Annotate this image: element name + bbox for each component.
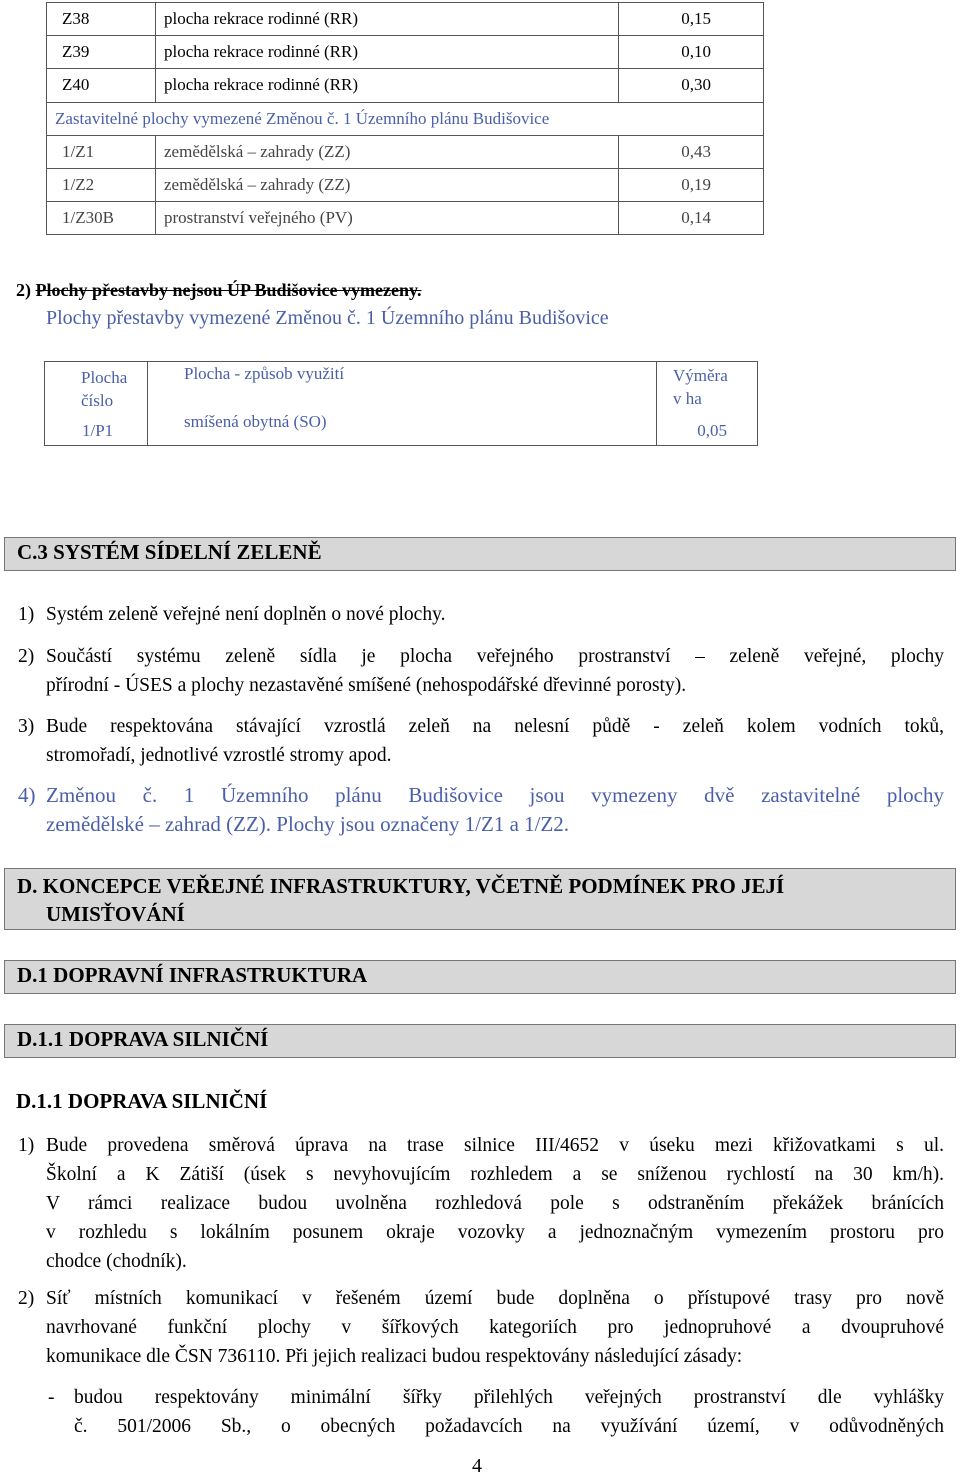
table-row: [47, 135, 764, 168]
section-heading-d1: D.1 DOPRAVNÍ INFRASTRUKTURA: [4, 960, 956, 994]
paragraph-line: stromořadí, jednotlivé vzrostlé stromy apod.: [46, 745, 392, 766]
zone-area: 0,15: [619, 3, 764, 36]
table-row: [45, 412, 758, 446]
paragraph-line: č. 501/2006 Sb., o obecných požadavcích na využívání území, v odůvodněných: [74, 1416, 944, 1437]
zone-area: 0,19: [619, 168, 764, 201]
zone-id: 1/Z30B: [47, 202, 156, 235]
zone-id: Z40: [47, 69, 156, 102]
zone-use: plocha rekrace rodinné (RR): [156, 36, 619, 69]
zone-id: 1/Z1: [47, 135, 156, 168]
paragraph-line: Změnou č. 1 Územního plánu Budišovice jsou vymezeny dvě zastavitelné plochy: [46, 783, 944, 807]
table-row: [47, 36, 764, 69]
zone-use: prostranství veřejného (PV): [156, 202, 619, 235]
header-plocha-cislo: [45, 362, 148, 412]
zone-area: 0,30: [619, 69, 764, 102]
bullet-dash: -: [48, 1387, 55, 1408]
paragraph-line: Systém zeleně veřejné není doplněn o nové plochy.: [46, 604, 446, 625]
table-row: [47, 168, 764, 201]
page-number: 4: [472, 1455, 482, 1477]
section-heading-c3: C.3 SYSTÉM SÍDELNÍ ZELENĚ: [4, 537, 956, 571]
paragraph-line: budou respektovány minimální šířky přilehlých veřejných prostranství dle vyhlášky: [74, 1387, 944, 1408]
paragraph-line: chodce (chodník).: [46, 1251, 187, 1272]
paragraph-line: Školní a K Zátiší (úsek s nevyhovujícím rozhledem a se sníženou rychlostí na 30 km/h).: [46, 1164, 944, 1185]
zone-use: zemědělská – zahrady (ZZ): [156, 135, 619, 168]
paragraph-line: Síť místních komunikací v řešeném území bude doplněna o přístupové trasy pro nově: [46, 1288, 944, 1309]
paragraph-line: navrhované funkční plochy v šířkových kategoriích pro jednopruhové a dvoupruhové: [46, 1317, 944, 1338]
item-number: 2): [18, 646, 35, 667]
section-heading-d: [4, 868, 956, 930]
header-text: Výměra: [673, 366, 728, 385]
paragraph-line: V rámci realizace budou uvolněna rozhledová pole s odstraněním překážek bránících: [46, 1193, 944, 1214]
zone-id: Z39: [47, 36, 156, 69]
table-row: [47, 202, 764, 235]
zone-id: 1/Z2: [47, 168, 156, 201]
item-number: 3): [18, 716, 35, 737]
item2-number: 2): [16, 280, 31, 300]
item2-new-text: Plochy přestavby vymezené Změnou č. 1 Územního plánu Budišovice: [46, 307, 609, 329]
zone-id: 1/P1: [45, 412, 148, 446]
conversion-table: [44, 361, 758, 446]
zone-use: plocha rekrace rodinné (RR): [156, 3, 619, 36]
item-number: 4): [18, 783, 36, 807]
header-text: v ha: [673, 389, 702, 408]
paragraph-line: v rozhledu s lokálním posunem okraje vozovky a jednoznačným vymezením prostoru pro: [46, 1222, 944, 1243]
section-heading-d11: D.1.1 DOPRAVA SILNIČNÍ: [4, 1024, 956, 1058]
item2-line: [16, 280, 422, 301]
zone-id: Z38: [47, 3, 156, 36]
item2-struck-text: Plochy přestavby nejsou ÚP Budišovice vymezeny.: [35, 280, 422, 300]
paragraph-line: přírodní - ÚSES a plochy nezastavěné smíšené (nehospodářské dřevinné porosty).: [46, 675, 687, 696]
heading-line: UMISŤOVÁNÍ: [46, 902, 185, 926]
paragraph-line: Součástí systému zeleně sídla je plocha veřejného prostranství – zeleně veřejné, plochy: [46, 646, 944, 667]
header-text: Plocha: [81, 368, 128, 387]
zone-area: 0,14: [619, 202, 764, 235]
zone-area: 0,10: [619, 36, 764, 69]
heading-line: D. KONCEPCE VEŘEJNÉ INFRASTRUKTURY, VČETNĚ PODMÍNEK PRO JEJÍ: [17, 874, 785, 898]
subsection-heading-d11: D.1.1 DOPRAVA SILNIČNÍ: [16, 1089, 268, 1113]
paragraph-line: komunikace dle ČSN 736110. Při jejich realizaci budou respektovány následující zásady:: [46, 1346, 743, 1367]
header-text: Plocha - způsob využití: [184, 364, 345, 383]
table-header-row: [45, 362, 758, 412]
change-heading: Zastavitelné plochy vymezené Změnou č. 1 Územního plánu Budišovice: [47, 102, 764, 135]
item-number: 1): [18, 604, 35, 625]
zones-table: [46, 2, 764, 235]
header-text: číslo: [81, 391, 114, 410]
zone-use: zemědělská – zahrady (ZZ): [156, 168, 619, 201]
item-number: 2): [18, 1288, 35, 1309]
paragraph-line: zemědělské – zahrad (ZZ). Plochy jsou označeny 1/Z1 a 1/Z2.: [46, 812, 570, 836]
item-number: 1): [18, 1135, 35, 1156]
paragraph-line: Bude respektována stávající vzrostlá zeleň na nelesní půdě - zeleň kolem vodních toků,: [46, 716, 944, 737]
zone-use: smíšená obytná (SO): [148, 412, 657, 446]
zone-use: plocha rekrace rodinné (RR): [156, 69, 619, 102]
header-zpusob: [148, 362, 657, 412]
table-row: [47, 3, 764, 36]
zone-area: 0,05: [657, 412, 758, 446]
paragraph-line: Bude provedena směrová úprava na trase silnice III/4652 v úseku mezi křižovatkami s ul.: [46, 1135, 944, 1156]
table-span-row: [47, 102, 764, 135]
table-row: [47, 69, 764, 102]
zone-area: 0,43: [619, 135, 764, 168]
